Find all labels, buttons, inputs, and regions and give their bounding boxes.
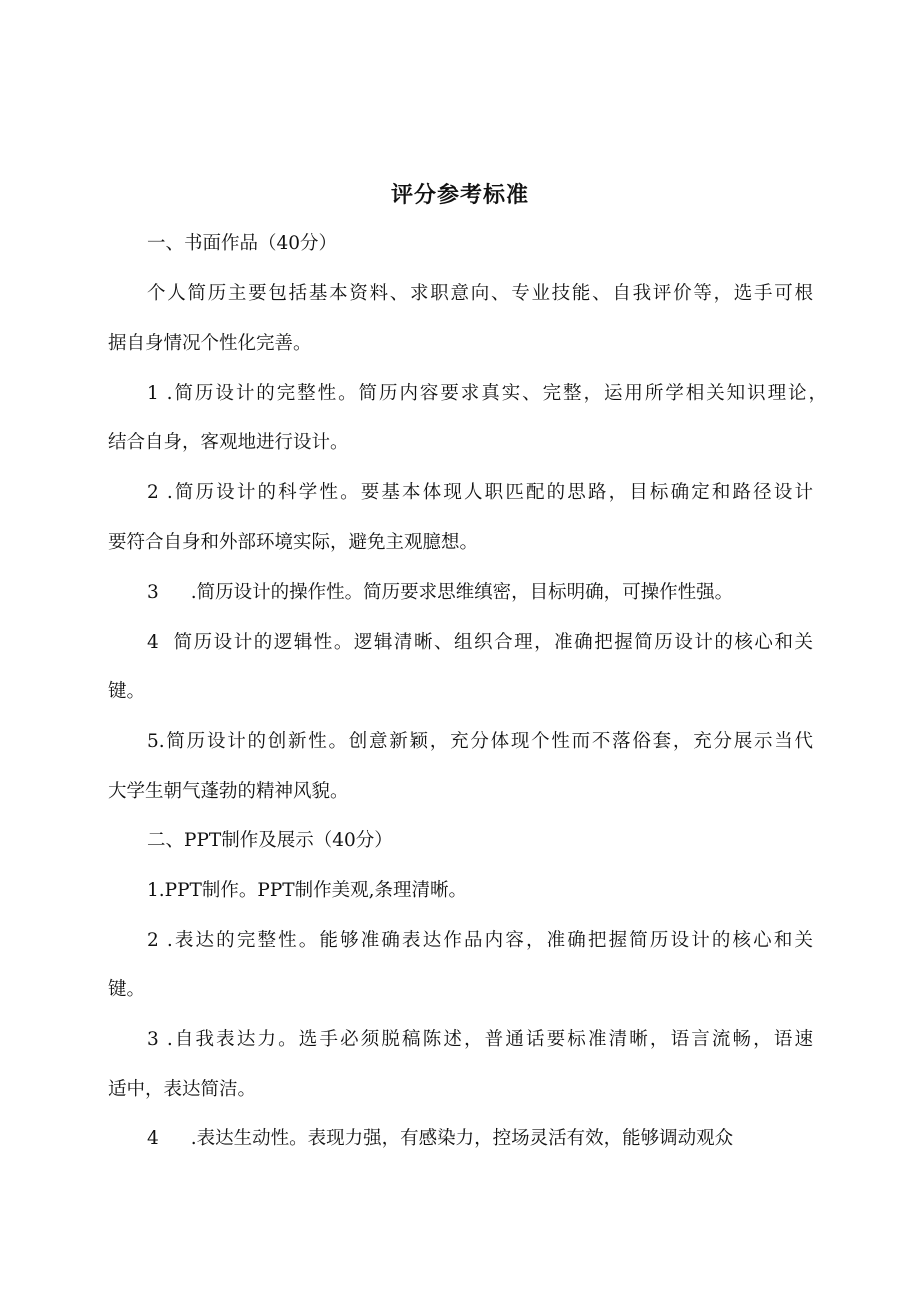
item-5-line-2: 大学生朝气蓬勃的精神风貌。 [108, 781, 349, 802]
item-number: 2 [147, 930, 159, 951]
item-3-line-1: 3 .简历设计的操作性。简历要求思维缜密，目标明确，可操作性强。 [147, 582, 734, 603]
item-1-line-2: 结合自身，客观地进行设计。 [108, 432, 349, 453]
ppt-item-3-line-1: 3 .自我表达力。选手必须脱稿陈述，普通话要标准清晰，语言流畅，语速 [147, 1029, 813, 1050]
ppt-item-1-line-1: 1.PPT制作。PPT制作美观,条理清晰。 [147, 880, 468, 901]
item-number: 3 [147, 1029, 159, 1050]
page-title: 评分参考标准 [390, 183, 529, 208]
intro-line-2: 据自身情况个性化完善。 [108, 333, 312, 354]
ppt-item-2-line-1: 2 .表达的完整性。能够准确表达作品内容，准确把握简历设计的核心和关 [147, 930, 813, 951]
item-2-line-2: 要符合自身和外部环境实际，避免主观臆想。 [108, 532, 479, 553]
item-number: 1 [147, 880, 159, 901]
ppt-item-3-line-2: 适中，表达简洁。 [108, 1079, 257, 1100]
item-4-line-2: 键。 [108, 681, 146, 702]
section-heading-ppt: 二、PPT制作及展示（40分） [147, 830, 393, 851]
item-5-line-1: 5.简历设计的创新性。创意新颖，充分体现个性而不落俗套，充分展示当代 [147, 731, 813, 752]
item-2-line-1: 2 .简历设计的科学性。要基本体现人职匹配的思路，目标确定和路径设计 [147, 482, 813, 503]
section-heading-written-work: 一、书面作品（40分） [147, 233, 338, 254]
item-number: 5 [147, 731, 159, 752]
item-1-line-1: 1 .简历设计的完整性。简历内容要求真实、完整，运用所学相关知识理论， [147, 383, 827, 404]
ppt-item-2-line-2: 键。 [108, 979, 146, 1000]
ppt-item-4-line-1: 4 .表达生动性。表现力强，有感染力，控场灵活有效，能够调动观众 [147, 1128, 734, 1149]
intro-line-1: 个人简历主要包括基本资料、求职意向、专业技能、自我评价等，选手可根 [147, 283, 813, 304]
item-number: 4 [147, 632, 159, 653]
item-number: 2 [147, 482, 159, 503]
item-4-line-1: 4 简历设计的逻辑性。逻辑清晰、组织合理，准确把握简历设计的核心和关 [147, 632, 813, 653]
item-number: 4 [147, 1128, 159, 1149]
item-number: 3 [147, 582, 159, 603]
item-number: 1 [147, 383, 159, 404]
